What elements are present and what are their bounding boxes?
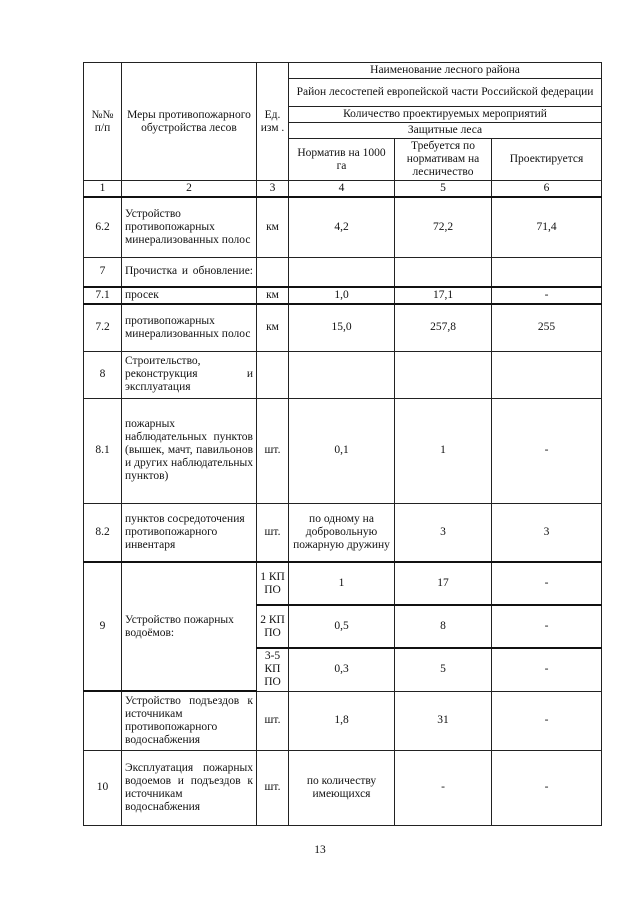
row-required bbox=[395, 257, 492, 287]
row-measure: пунктов сосредоточения противопожарного инвентаря bbox=[122, 503, 257, 562]
row-required: 17,1 bbox=[395, 287, 492, 304]
header-planned: Проектируется bbox=[492, 139, 602, 181]
row-norm: 0,5 bbox=[289, 605, 395, 648]
row-unit: 2 КП ПО bbox=[257, 605, 289, 648]
row-planned: 255 bbox=[492, 304, 602, 351]
table-row bbox=[84, 257, 602, 287]
row-measure: Строительство, реконструкция и эксплуатация bbox=[122, 351, 257, 398]
page-number: 13 bbox=[314, 844, 326, 856]
row-planned: - bbox=[492, 398, 602, 503]
header-col-unit: Ед. изм . bbox=[257, 63, 289, 181]
row-measure: просек bbox=[122, 287, 257, 304]
row-number: 8.1 bbox=[84, 398, 122, 503]
row-number: 10 bbox=[84, 750, 122, 825]
row-measure: Устройство пожарных водоёмов: bbox=[122, 562, 257, 691]
row-planned: - bbox=[492, 750, 602, 825]
row-norm: по одному на добровольную пожарную дружину bbox=[289, 503, 395, 562]
column-number: 2 bbox=[122, 181, 257, 198]
row-required: 1 bbox=[395, 398, 492, 503]
row-norm: 0,1 bbox=[289, 398, 395, 503]
row-norm bbox=[289, 351, 395, 398]
row-measure: противопожарных минерализованных полос bbox=[122, 304, 257, 351]
table-row bbox=[84, 197, 602, 257]
column-number: 1 bbox=[84, 181, 122, 198]
row-planned: - bbox=[492, 287, 602, 304]
row-number: 8 bbox=[84, 351, 122, 398]
table-row bbox=[84, 287, 602, 304]
row-required: 3 bbox=[395, 503, 492, 562]
row-unit: км bbox=[257, 304, 289, 351]
header-quantity-label: Количество проектируемых мероприятий bbox=[289, 107, 602, 123]
row-planned: - bbox=[492, 605, 602, 648]
header-col-no: №№ п/п bbox=[84, 63, 122, 181]
header-required: Требуется по нормативам на лесничество bbox=[395, 139, 492, 181]
row-required: 17 bbox=[395, 562, 492, 605]
row-norm: 0,3 bbox=[289, 648, 395, 691]
row-norm: по количеству имеющихся bbox=[289, 750, 395, 825]
row-number bbox=[84, 691, 122, 750]
column-number: 5 bbox=[395, 181, 492, 198]
header-forest-type: Защитные леса bbox=[289, 123, 602, 139]
row-norm: 1 bbox=[289, 562, 395, 605]
row-required: 31 bbox=[395, 691, 492, 750]
table-row bbox=[84, 304, 602, 351]
row-measure: Устройство подъездов к источникам противопожарного водоснабжения bbox=[122, 691, 257, 750]
row-norm: 1,8 bbox=[289, 691, 395, 750]
header-region-name-label: Наименование лесного района bbox=[289, 63, 602, 79]
row-planned: 71,4 bbox=[492, 197, 602, 257]
row-required: 72,2 bbox=[395, 197, 492, 257]
row-norm: 15,0 bbox=[289, 304, 395, 351]
row-number: 9 bbox=[84, 562, 122, 691]
table-row bbox=[84, 750, 602, 825]
row-unit: шт. bbox=[257, 398, 289, 503]
row-unit: 3-5 КП ПО bbox=[257, 648, 289, 691]
row-planned bbox=[492, 257, 602, 287]
row-measure: Прочистка и обновление: bbox=[122, 257, 257, 287]
row-unit: шт. bbox=[257, 503, 289, 562]
row-unit: шт. bbox=[257, 691, 289, 750]
row-number: 7 bbox=[84, 257, 122, 287]
table-row bbox=[84, 503, 602, 562]
row-norm bbox=[289, 257, 395, 287]
column-number: 6 bbox=[492, 181, 602, 198]
row-norm: 4,2 bbox=[289, 197, 395, 257]
row-measure: Эксплуатация пожарных водоемов и подъездов к источникам водоснабжения bbox=[122, 750, 257, 825]
row-required: 5 bbox=[395, 648, 492, 691]
fire-safety-table bbox=[83, 62, 602, 826]
row-measure: Устройство противопожарных минерализованных полос bbox=[122, 197, 257, 257]
row-required bbox=[395, 351, 492, 398]
row-number: 8.2 bbox=[84, 503, 122, 562]
row-number: 7.1 bbox=[84, 287, 122, 304]
column-number: 3 bbox=[257, 181, 289, 198]
row-number: 7.2 bbox=[84, 304, 122, 351]
row-planned: 3 bbox=[492, 503, 602, 562]
column-number: 4 bbox=[289, 181, 395, 198]
row-measure: пожарных наблюдательных пунктов (вышек, мачт, павильонов и других наблюдательных пунктов) bbox=[122, 398, 257, 503]
row-required: 8 bbox=[395, 605, 492, 648]
header-col-measures: Меры противопожарного обустройства лесов bbox=[122, 63, 257, 181]
table-row bbox=[84, 562, 602, 605]
table-row bbox=[84, 398, 602, 503]
row-planned: - bbox=[492, 691, 602, 750]
table-row bbox=[84, 691, 602, 750]
header-region-value: Район лесостепей европейской части Российской федерации bbox=[289, 79, 602, 107]
row-unit: км bbox=[257, 287, 289, 304]
table-row bbox=[84, 351, 602, 398]
row-required: - bbox=[395, 750, 492, 825]
row-planned: - bbox=[492, 648, 602, 691]
header-norm: Норматив на 1000 га bbox=[289, 139, 395, 181]
row-unit bbox=[257, 351, 289, 398]
row-unit: шт. bbox=[257, 750, 289, 825]
row-planned: - bbox=[492, 562, 602, 605]
row-number: 6.2 bbox=[84, 197, 122, 257]
row-unit: км bbox=[257, 197, 289, 257]
row-unit: 1 КП ПО bbox=[257, 562, 289, 605]
row-unit bbox=[257, 257, 289, 287]
row-planned bbox=[492, 351, 602, 398]
row-norm: 1,0 bbox=[289, 287, 395, 304]
row-required: 257,8 bbox=[395, 304, 492, 351]
